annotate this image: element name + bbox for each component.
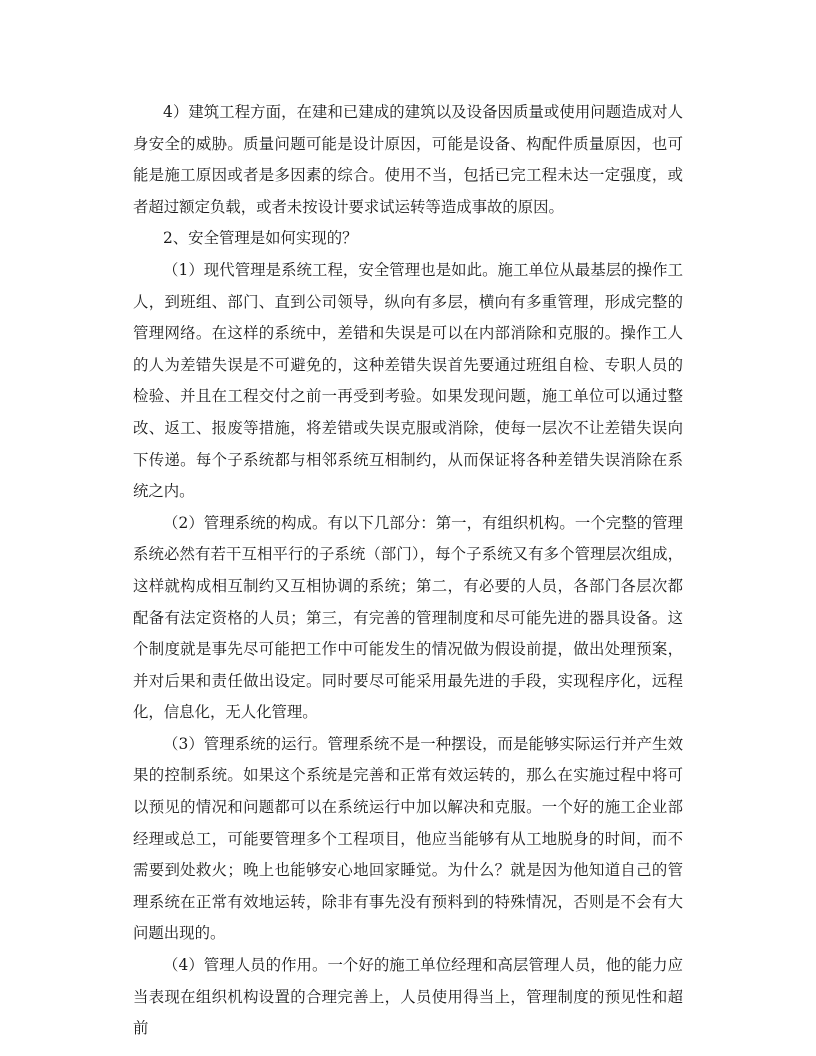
paragraph-building-hazards: 4）建筑工程方面，在建和已建成的建筑以及设备因质量或使用问题造成对人身安全的威胁。质量问题可能是设计原因，可能是设备、构配件质量原因，也可能是施工原因或者是多因素的综合。使用不当，包括已完工程未达一定强度，或者超过额定负载，或者未按设计要求试运转等造成事故的原因。 bbox=[133, 103, 683, 216]
section-heading-safety-management: 2、安全管理是如何实现的？ bbox=[163, 229, 358, 248]
paragraph-system-composition: （2）管理系统的构成。有以下几部分：第一，有组织机构。一个完整的管理系统必然有若干互相平行的子系统（部门），每个子系统又有多个管理层次组成，这样就构成相互制约又互相协调的系统；第二，有必要的人员，各部门各层次都配备有法定资格的人员；第三，有完善的管理制度和尽可能先进的器具设备。这个制度就是事先尽可能把工作中可能发生的情况做为假设前提，做出处理预案，并对后果和责任做出设定。同时要尽可能采用最先进的手段，实现程序化，远程化，信息化，无人化管理。 bbox=[133, 513, 683, 722]
paragraph-system-engineering: （1）现代管理是系统工程，安全管理也是如此。施工单位从最基层的操作工人，到班组、部门、直到公司领导，纵向有多层，横向有多重管理，形成完整的管理网络。在这样的系统中，差错和失误是可以在内部消除和克服的。操作工人的人为差错失误是不可避免的，这种差错失误首先要通过班组自检、专职人员的检验、并且在工程交付之前一再受到考验。如果发现问题，施工单位可以通过整改、返工、报废等措施，将差错或失误克服或消除，使每一层次不让差错失误向下传递。每个子系统都与相邻系统互相制约，从而保证将各种差错失误消除在系统之内。 bbox=[133, 260, 683, 501]
paragraph-manager-role: （4）管理人员的作用。一个好的施工单位经理和高层管理人员，他的能力应当表现在组织机构设置的合理完善上，人员使用得当上，管理制度的预见性和超前 bbox=[133, 956, 683, 1038]
paragraph-system-operation: （3）管理系统的运行。管理系统不是一种摆设，而是能够实际运行并产生效果的控制系统。如果这个系统是完善和正常有效运转的，那么在实施过程中将可以预见的情况和问题都可以在系统运行中加以解决和克服。一个好的施工企业部经理或总工，可能要管理多个工程项目，他应当能够有从工地脱身的时间，而不需要到处救火；晚上也能够安心地回家睡觉。为什么？就是因为他知道自己的管理系统在正常有效地运转，除非有事先没有预料到的特殊情况，否则是不会有大问题出现的。 bbox=[133, 734, 683, 943]
document-body bbox=[133, 97, 683, 1045]
